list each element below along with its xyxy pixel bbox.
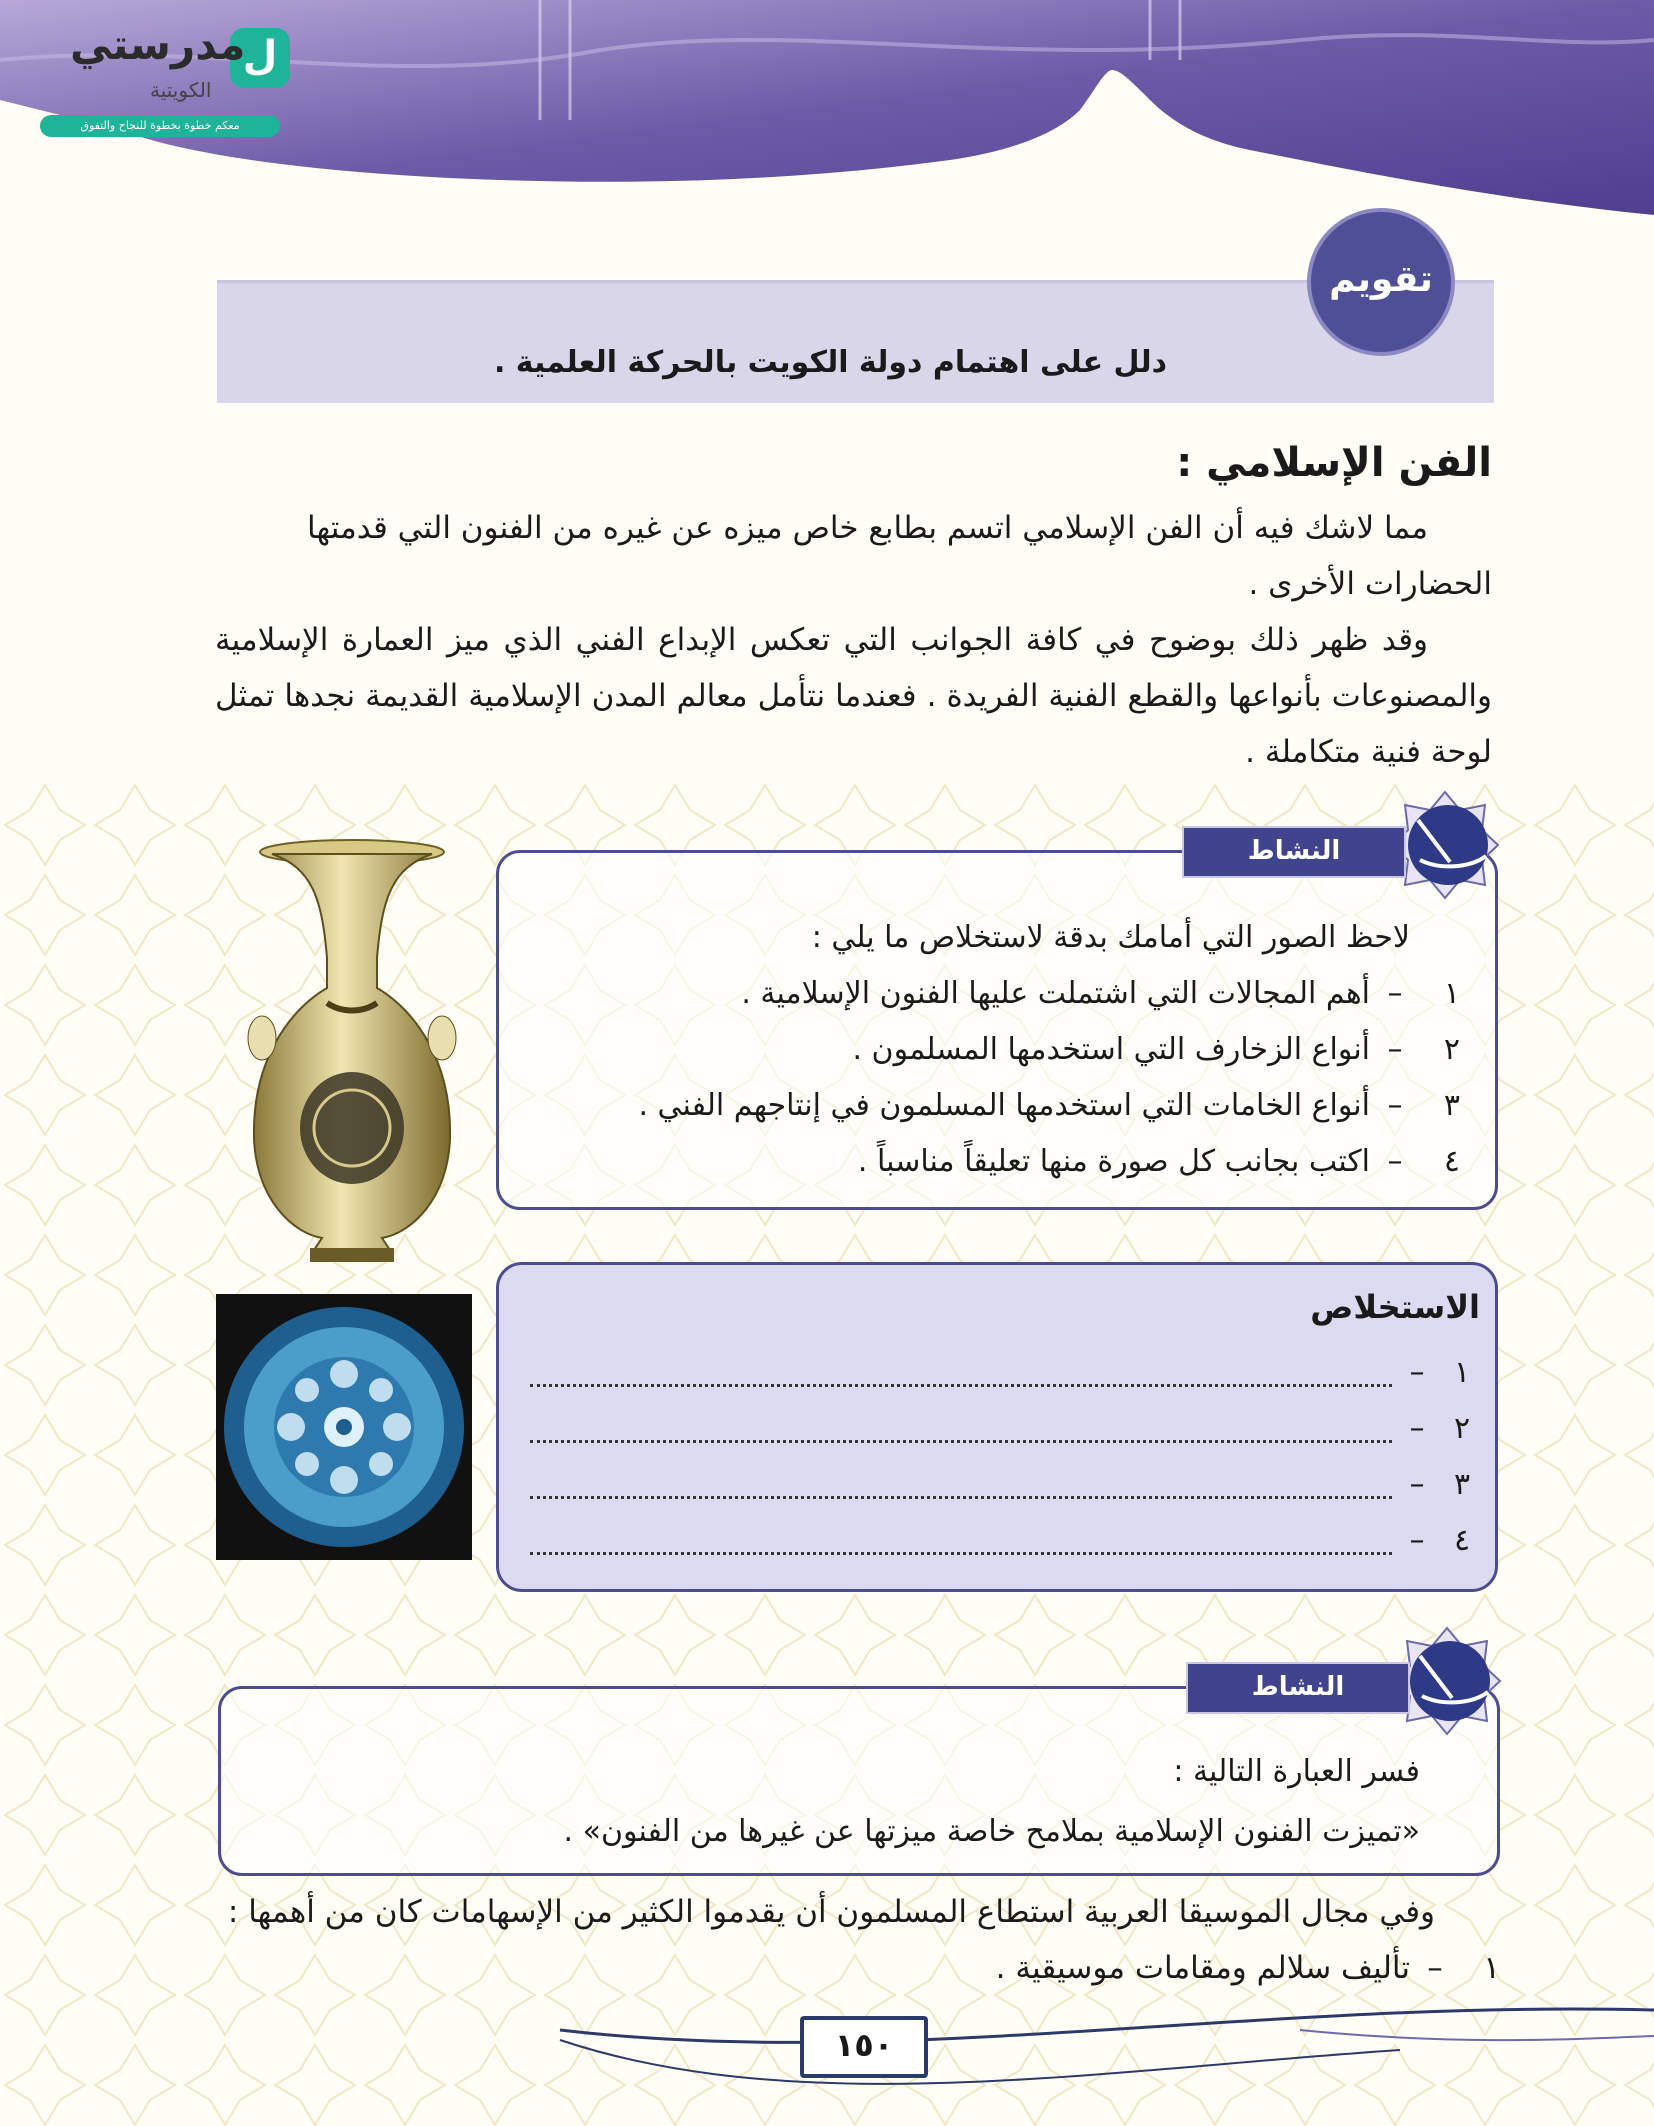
item-dash: – <box>1387 1032 1403 1067</box>
item-dash: – <box>1387 976 1403 1011</box>
answer-dots[interactable] <box>530 1414 1392 1443</box>
item-text: اكتب بجانب كل صورة منها تعليقاً مناسباً . <box>857 1144 1370 1179</box>
item-dash: – <box>1387 1144 1403 1179</box>
evaluation-question: دلل على اهتمام دولة الكويت بالحركة العلمية . <box>493 345 1167 380</box>
activity-2-intro: فسر العبارة التالية : <box>1173 1754 1420 1789</box>
item-text: أنواع الخامات التي استخدمها المسلمون في إنتاجهم الفني . <box>638 1088 1370 1123</box>
answer-dots[interactable] <box>530 1526 1392 1555</box>
item-dash: – <box>1387 1088 1403 1123</box>
activity-2-label: النشاط <box>1186 1662 1410 1714</box>
line-number: ١ <box>1453 1354 1471 1390</box>
logo-title: مدرستي <box>70 20 246 69</box>
activity-1-intro: لاحظ الصور التي أمامك بدقة لاستخلاص ما يلي : <box>811 920 1410 955</box>
site-logo <box>30 20 300 132</box>
item-number: ٤ <box>1443 1144 1460 1179</box>
line-dash: – <box>1409 1522 1425 1558</box>
line-dash: – <box>1409 1466 1425 1502</box>
vase-image <box>232 838 472 1268</box>
activity-1-label: النشاط <box>1182 826 1406 878</box>
conclusion-title: الاستخلاص <box>1310 1288 1480 1326</box>
item-text: أهم المجالات التي اشتملت عليها الفنون الإسلامية . <box>741 976 1370 1011</box>
line-number: ٣ <box>1453 1466 1471 1502</box>
music-list-item <box>900 1940 1500 1996</box>
list-item <box>540 1078 1460 1134</box>
item-number: ٣ <box>1443 1088 1460 1123</box>
item-text: أنواع الزخارف التي استخدمها المسلمون . <box>852 1032 1370 1067</box>
paragraph-1: مما لاشك فيه أن الفن الإسلامي اتسم بطابع خاص ميزه عن غيره من الفنون التي قدمتها الحضارات الأخرى . <box>307 510 1492 602</box>
line-number: ٢ <box>1453 1410 1471 1446</box>
activity-2-quote: «تميزت الفنون الإسلامية بملامح خاصة ميزتها عن غيرها من الفنون» . <box>563 1814 1420 1849</box>
item-text: تأليف سلالم ومقامات موسيقية . <box>995 1950 1410 1986</box>
conclusion-lines <box>512 1344 1482 1568</box>
logo-subtitle: الكويتية <box>150 78 212 102</box>
paragraph-2: وقد ظهر ذلك بوضوح في كافة الجوانب التي تعكس الإبداع الفني الذي ميز العمارة الإسلامية والمصنوعات بأنواعها والقطع الفنية الفريدة . فعندما نتأمل معالم المدن الإسلامية القديمة نجدها تمثل لوحة فنية متكاملة . <box>215 622 1492 770</box>
activity-compass-icon <box>1390 790 1500 900</box>
line-dash: – <box>1409 1354 1425 1390</box>
evaluation-box <box>217 280 1494 403</box>
section-heading: الفن الإسلامي : <box>1176 440 1492 486</box>
answer-line[interactable] <box>512 1456 1482 1512</box>
list-item <box>540 966 1460 1022</box>
item-number: ١ <box>1483 1950 1500 1986</box>
logo-tagline: معكم خطوة بخطوة للنجاح والتفوق <box>40 115 280 137</box>
activity-1-list <box>540 966 1460 1190</box>
answer-line[interactable] <box>512 1512 1482 1568</box>
line-dash: – <box>1409 1410 1425 1446</box>
evaluation-badge: تقويم <box>1307 208 1455 356</box>
item-number: ٢ <box>1443 1032 1460 1067</box>
list-item <box>540 1022 1460 1078</box>
plate-image <box>216 1294 472 1560</box>
page-number: ١٥٠ <box>800 2016 928 2078</box>
music-paragraph: وفي مجال الموسيقا العربية استطاع المسلمون أن يقدموا الكثير من الإسهامات كان من أهمها : <box>227 1894 1435 1930</box>
list-item <box>540 1134 1460 1190</box>
answer-line[interactable] <box>512 1400 1482 1456</box>
answer-dots[interactable] <box>530 1358 1392 1387</box>
answer-dots[interactable] <box>530 1470 1392 1499</box>
item-dash: – <box>1427 1950 1443 1986</box>
line-number: ٤ <box>1453 1522 1471 1558</box>
answer-line[interactable] <box>512 1344 1482 1400</box>
logo-mark-icon: ل <box>230 28 290 88</box>
item-number: ١ <box>1443 976 1460 1011</box>
